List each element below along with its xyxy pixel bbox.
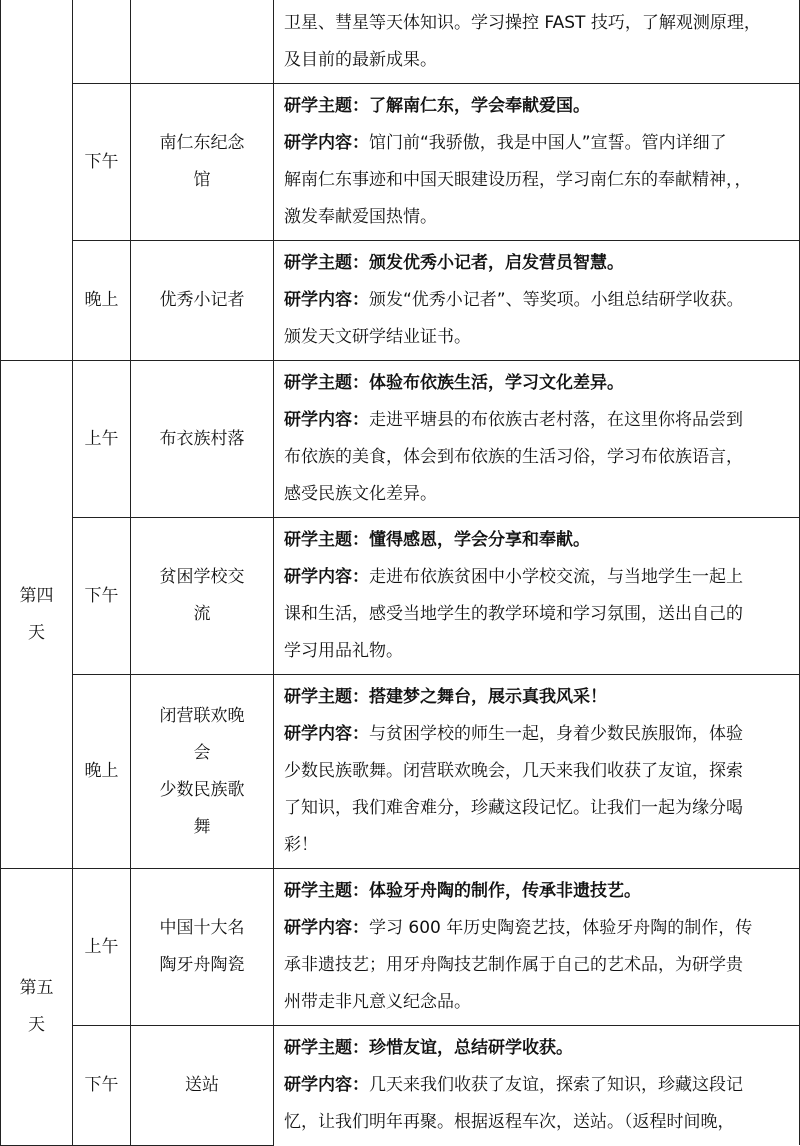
content-line: 卫星、彗星等天体知识。学习操控 FAST 技巧，了解观测原理，	[284, 13, 761, 33]
content-text: 学习 600 年历史陶瓷艺技，体验牙舟陶的制作，传	[369, 918, 753, 938]
description-cell	[274, 361, 800, 518]
content-line: 忆，让我们明年再聚。根据返程车次，送站。（返程时间晚，	[284, 1112, 735, 1132]
place-line: 陶牙舟陶瓷	[159, 955, 245, 975]
theme-text: 颁发优秀小记者，启发营员智慧。	[369, 253, 624, 273]
content-label: 研学内容：	[284, 410, 369, 430]
content-line: 了知识，我们难舍难分，珍藏这段记忆。让我们一起为缘分喝	[284, 798, 743, 818]
theme-line	[284, 873, 791, 910]
table-row	[1, 0, 800, 84]
theme-text: 懂得感恩，学会分享和奉献。	[369, 530, 590, 550]
content-line: 感受民族文化差异。	[284, 484, 437, 504]
theme-text: 搭建梦之舞台，展示真我风采！	[369, 687, 607, 707]
place-cell	[131, 675, 274, 869]
place-line: 闭营联欢晚	[159, 705, 245, 726]
slot-cell: 上午	[73, 869, 131, 1026]
place-line: 布衣族村落	[159, 428, 245, 449]
place-line: 优秀小记者	[159, 290, 245, 310]
content-line: 学习用品礼物。	[284, 641, 403, 661]
slot-cell: 晚上	[73, 241, 131, 361]
table-row	[1, 361, 800, 518]
theme-label: 研学主题：	[284, 687, 369, 707]
table-row	[1, 241, 800, 361]
theme-label: 研学主题：	[284, 373, 369, 393]
content-line: 承非遗技艺；用牙舟陶技艺制作属于自己的艺术品，为研学贵	[284, 955, 743, 975]
place-line: 舞	[193, 816, 211, 837]
content-text: 几天来我们收获了友谊，探索了知识，珍藏这段记	[369, 1075, 743, 1095]
slot-cell	[73, 0, 131, 84]
theme-label: 研学主题：	[284, 1038, 369, 1058]
content-line: 少数民族歌舞。闭营联欢晚会，几天来我们收获了友谊，探索	[284, 761, 743, 781]
description-cell	[274, 241, 800, 361]
theme-line	[284, 88, 791, 125]
content-line: 课和生活，感受当地学生的教学环境和学习氛围，送出自己的	[284, 604, 743, 624]
content-line: 激发奉献爱国热情。	[284, 207, 437, 227]
content-line: 彩！	[284, 835, 318, 855]
table-row	[1, 1026, 800, 1146]
theme-text: 珍惜友谊，总结研学收获。	[369, 1038, 573, 1058]
content-line	[284, 716, 791, 753]
content-text: 颁发“优秀小记者”、等奖项。小组总结研学收获。	[369, 290, 744, 310]
content-line	[284, 402, 791, 439]
day-label-line: 第五	[19, 977, 54, 998]
theme-label: 研学主题：	[284, 253, 369, 273]
content-text: 走进平塘县的布依族古老村落，在这里你将品尝到	[369, 410, 743, 430]
day-label-line: 天	[28, 622, 45, 643]
theme-text: 了解南仁东，学会奉献爱国。	[369, 96, 590, 116]
description-cell	[274, 675, 800, 869]
content-text: 馆门前“我骄傲，我是中国人”宣誓。管内详细了	[369, 133, 727, 153]
place-line: 馆	[193, 170, 211, 190]
place-line: 会	[193, 742, 211, 763]
description-cell	[274, 1026, 800, 1146]
day-label-line: 天	[28, 1014, 45, 1035]
content-line: 颁发天文研学结业证书。	[284, 327, 471, 347]
slot-cell: 下午	[73, 518, 131, 675]
content-text: 与贫困学校的师生一起，身着少数民族服饰，体验	[369, 724, 743, 744]
table-row	[1, 869, 800, 1026]
table-row	[1, 84, 800, 241]
slot-cell: 晚上	[73, 675, 131, 869]
content-label: 研学内容：	[284, 1075, 369, 1095]
content-label: 研学内容：	[284, 567, 369, 587]
place-line: 送站	[185, 1074, 219, 1095]
theme-text: 体验牙舟陶的制作，传承非遗技艺。	[369, 881, 641, 901]
theme-label: 研学主题：	[284, 96, 369, 116]
place-line: 南仁东纪念	[159, 133, 245, 153]
place-cell	[131, 361, 274, 518]
theme-label: 研学主题：	[284, 530, 369, 550]
content-label: 研学内容：	[284, 133, 369, 153]
content-line: 州带走非凡意义纪念品。	[284, 992, 471, 1012]
content-line: 布依族的美食，体会到布依族的生活习俗，学习布依族语言，	[284, 447, 743, 467]
content-line	[284, 282, 791, 319]
description-cell	[274, 0, 800, 84]
place-line: 少数民族歌	[159, 779, 245, 800]
slot-cell: 上午	[73, 361, 131, 518]
description-cell	[274, 84, 800, 241]
content-label: 研学内容：	[284, 918, 369, 938]
place-cell	[131, 241, 274, 361]
slot-cell: 下午	[73, 84, 131, 241]
place-line: 贫困学校交	[159, 567, 245, 587]
day-cell-day4	[1, 361, 73, 869]
content-line	[284, 910, 791, 947]
theme-line	[284, 365, 791, 402]
content-label: 研学内容：	[284, 290, 369, 310]
slot-cell: 下午	[73, 1026, 131, 1146]
content-label: 研学内容：	[284, 724, 369, 744]
place-cell	[131, 1026, 274, 1146]
theme-line	[284, 522, 791, 559]
content-line: 解南仁东事迹和中国天眼建设历程，学习南仁东的奉献精神，，	[284, 170, 752, 190]
content-line	[284, 559, 791, 596]
place-cell	[131, 0, 274, 84]
table-row	[1, 675, 800, 869]
content-line: 及目前的最新成果。	[284, 50, 437, 70]
theme-line	[284, 1030, 791, 1067]
theme-label: 研学主题：	[284, 881, 369, 901]
day-cell-day5	[1, 869, 73, 1146]
content-line	[284, 125, 791, 162]
theme-text: 体验布依族生活，学习文化差异。	[369, 373, 624, 393]
place-line: 流	[193, 604, 211, 624]
content-text: 走进布依族贫困中小学校交流，与当地学生一起上	[369, 567, 743, 587]
place-line: 中国十大名	[159, 918, 245, 938]
table-row	[1, 518, 800, 675]
description-cell	[274, 869, 800, 1026]
place-cell	[131, 518, 274, 675]
place-cell	[131, 84, 274, 241]
day-cell-day3	[1, 0, 73, 361]
theme-line	[284, 679, 791, 716]
content-line	[284, 1067, 791, 1104]
description-cell	[274, 518, 800, 675]
theme-line	[284, 245, 791, 282]
day-label-line: 第四	[19, 585, 54, 606]
place-cell	[131, 869, 274, 1026]
